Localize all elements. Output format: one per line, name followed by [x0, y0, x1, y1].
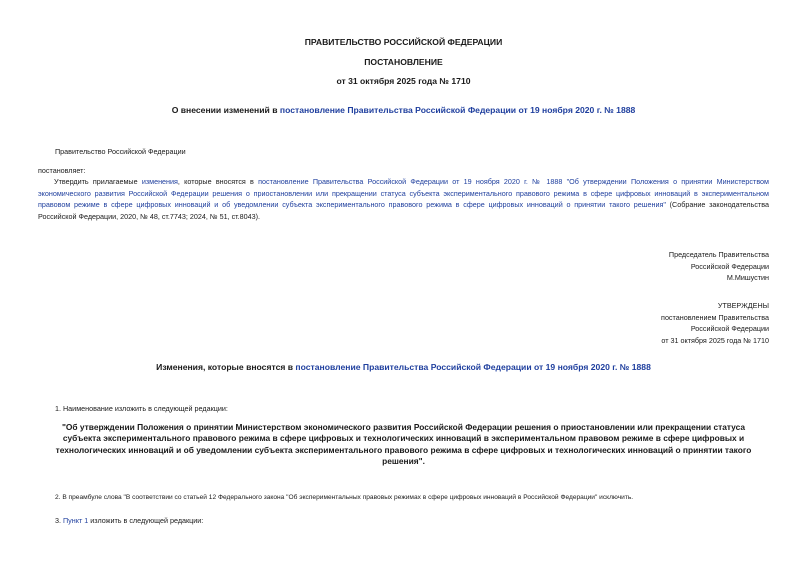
- approved-block: [661, 300, 769, 346]
- approve-text-1: Утвердить прилагаемые: [54, 177, 142, 186]
- approve-text-3: (Собрание законодательства Российской Федерации, 2020, № 48, ст.7743; 2024, № 51, ст.8043).: [38, 200, 769, 221]
- signature-position: Председатель Правительства: [668, 250, 769, 259]
- resolves-text: постановляет:: [38, 166, 86, 175]
- resolution-1888-link[interactable]: постановление Правительства Российской Федерации от 19 ноября 2020 г. № 1888 "Об утверждении Положения о принятии Министерством экономического развития Российской Федерации решения о приостановлении или прекращении статуса субъекта экспериментального правового режима в сфере цифровых инноваций в экспериментальном правовом режиме в сфере цифровых инноваций и об уведомлении субъекта экспериментального правового режима в сфере цифровых инноваций о принятии такого решения": [38, 177, 769, 210]
- document-title-prefix: О внесении изменений в: [171, 105, 280, 115]
- approved-country: Российской Федерации: [690, 324, 769, 334]
- document-type: ПОСТАНОВЛЕНИЕ: [364, 57, 443, 67]
- approve-text-2: , которые вносятся в: [177, 177, 259, 186]
- signature-block: [669, 249, 769, 284]
- amended-resolution-link[interactable]: постановление Правительства Российской Федерации от 19 ноября 2020 г. № 1888: [279, 105, 636, 115]
- approved-label: УТВЕРЖДЕНЫ: [717, 301, 769, 310]
- item-3-text: изложить в следующей редакции:: [88, 516, 204, 525]
- item-2-text: 2. В преамбуле слова "В соответствии со статьей 12 Федерального закона "Об экспериментальных правовых режимах в сфере цифровых инноваций в Российской Федерации" исключить.: [55, 494, 634, 501]
- government-title: ПРАВИТЕЛЬСТВО РОССИЙСКОЙ ФЕДЕРАЦИИ: [304, 37, 503, 47]
- item-1-quote: "Об утверждении Положения о принятии Министерством экономического развития Российской Федерации решения о приостановлении или прекращении статуса субъекта экспериментального правового режима в сфере цифровых и технологических инноваций в экспериментальном правовом режиме в сфере цифровых и технологических инноваций и об уведомлении субъекта экспериментального правового режима в сфере цифровых и технологических инноваций о принятии такого решения".: [55, 422, 752, 467]
- item-3-paragraph: [55, 516, 203, 525]
- signature-country: Российской Федерации: [690, 261, 769, 271]
- signature-name: М.Мишустин: [726, 273, 769, 283]
- issuer-text: Правительство Российской Федерации: [55, 147, 186, 156]
- document-date-number: от 31 октября 2025 года № 1710: [336, 76, 471, 86]
- document-title: [0, 105, 807, 115]
- changes-title-prefix: Изменения, которые вносятся в: [156, 362, 296, 372]
- approve-paragraph: [38, 176, 769, 222]
- changes-link[interactable]: изменения: [141, 177, 178, 186]
- changes-resolution-link[interactable]: постановление Правительства Российской Федерации от 19 ноября 2020 г. № 1888: [295, 362, 651, 372]
- item-3-number: 3.: [55, 516, 63, 525]
- approved-date: от 31 октября 2025 года № 1710: [661, 335, 769, 345]
- item-1-text: 1. Наименование изложить в следующей редакции:: [55, 404, 228, 413]
- approved-by: постановлением Правительства: [661, 312, 769, 322]
- point-1-link[interactable]: Пункт 1: [63, 516, 89, 525]
- changes-title: [0, 362, 807, 372]
